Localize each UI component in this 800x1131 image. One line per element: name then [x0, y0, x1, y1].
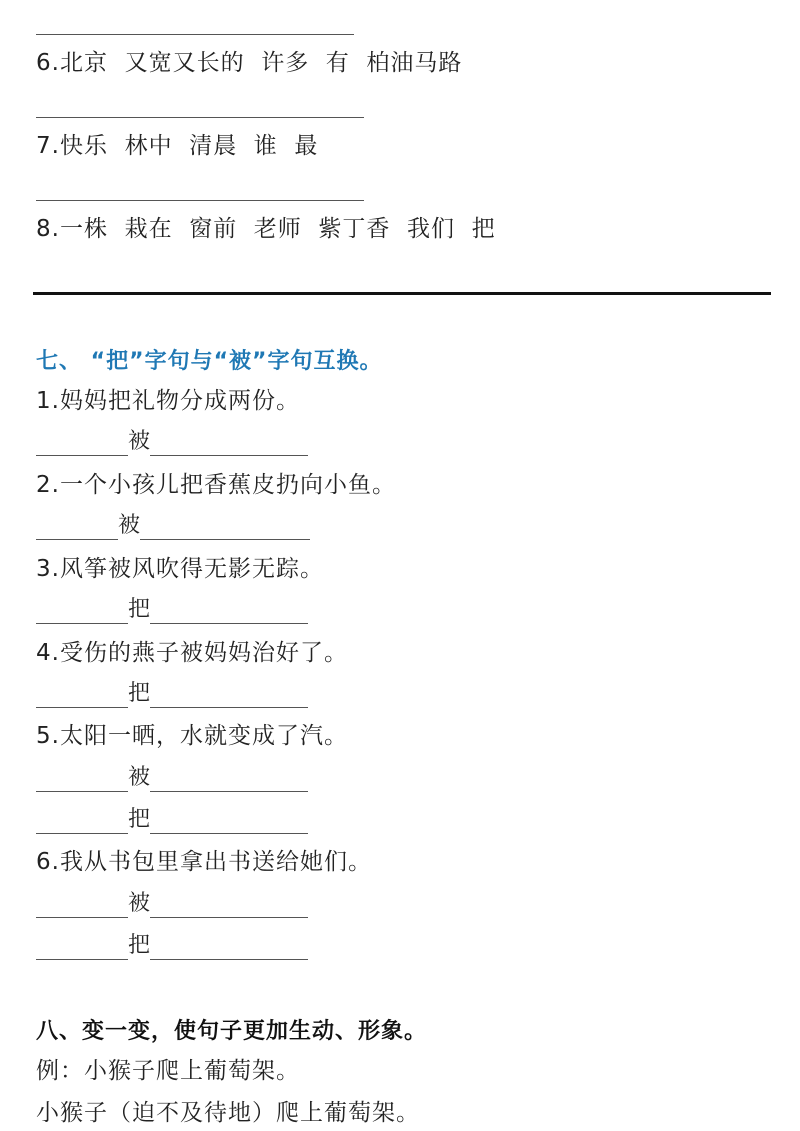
exercise-item-6: 6.我从书包里拿出书送给她们。 — [36, 849, 372, 875]
answer-keyword: 把 — [128, 807, 151, 832]
answer-row[interactable] — [36, 806, 308, 834]
answer-keyword: 把 — [128, 933, 151, 958]
exercise-item-3: 3.风筝被风吹得无影无踪。 — [36, 556, 324, 582]
example-answer: 小猴子（迫不及待地）爬上葡萄架。 — [36, 1100, 420, 1126]
answer-row[interactable] — [36, 764, 308, 792]
answer-row[interactable] — [36, 932, 308, 960]
answer-keyword: 把 — [128, 597, 151, 622]
reorder-item-7: 7.快乐 林中 清晨 谁 最 — [36, 133, 319, 159]
answer-keyword: 被 — [128, 891, 151, 916]
exercise-item-2: 2.一个小孩儿把香蕉皮扔向小鱼。 — [36, 472, 396, 498]
answer-keyword: 被 — [128, 765, 151, 790]
answer-blank-line[interactable] — [36, 34, 354, 35]
answer-row[interactable] — [36, 680, 308, 708]
answer-keyword: 被 — [118, 513, 141, 538]
exercise-item-5: 5.太阳一晒，水就变成了汽。 — [36, 723, 348, 749]
answer-keyword: 被 — [128, 429, 151, 454]
example-sentence: 例：小猴子爬上葡萄架。 — [36, 1058, 300, 1084]
answer-row[interactable] — [36, 512, 310, 540]
section-divider — [33, 292, 771, 295]
answer-row[interactable] — [36, 596, 308, 624]
section-8-heading: 八、变一变，使句子更加生动、形象。 — [36, 1019, 428, 1044]
answer-keyword: 把 — [128, 681, 151, 706]
section-7-heading: 七、 “把”字句与“被”字句互换。 — [36, 349, 383, 374]
reorder-item-8: 8.一株 栽在 窗前 老师 紫丁香 我们 把 — [36, 216, 496, 242]
answer-row[interactable] — [36, 890, 308, 918]
answer-blank-line[interactable] — [36, 200, 364, 201]
answer-blank-line[interactable] — [36, 117, 364, 118]
exercise-item-1: 1.妈妈把礼物分成两份。 — [36, 388, 300, 414]
exercise-item-4: 4.受伤的燕子被妈妈治好了。 — [36, 640, 348, 666]
answer-row[interactable] — [36, 428, 308, 456]
reorder-item-6: 6.北京 又宽又长的 许多 有 柏油马路 — [36, 50, 463, 76]
